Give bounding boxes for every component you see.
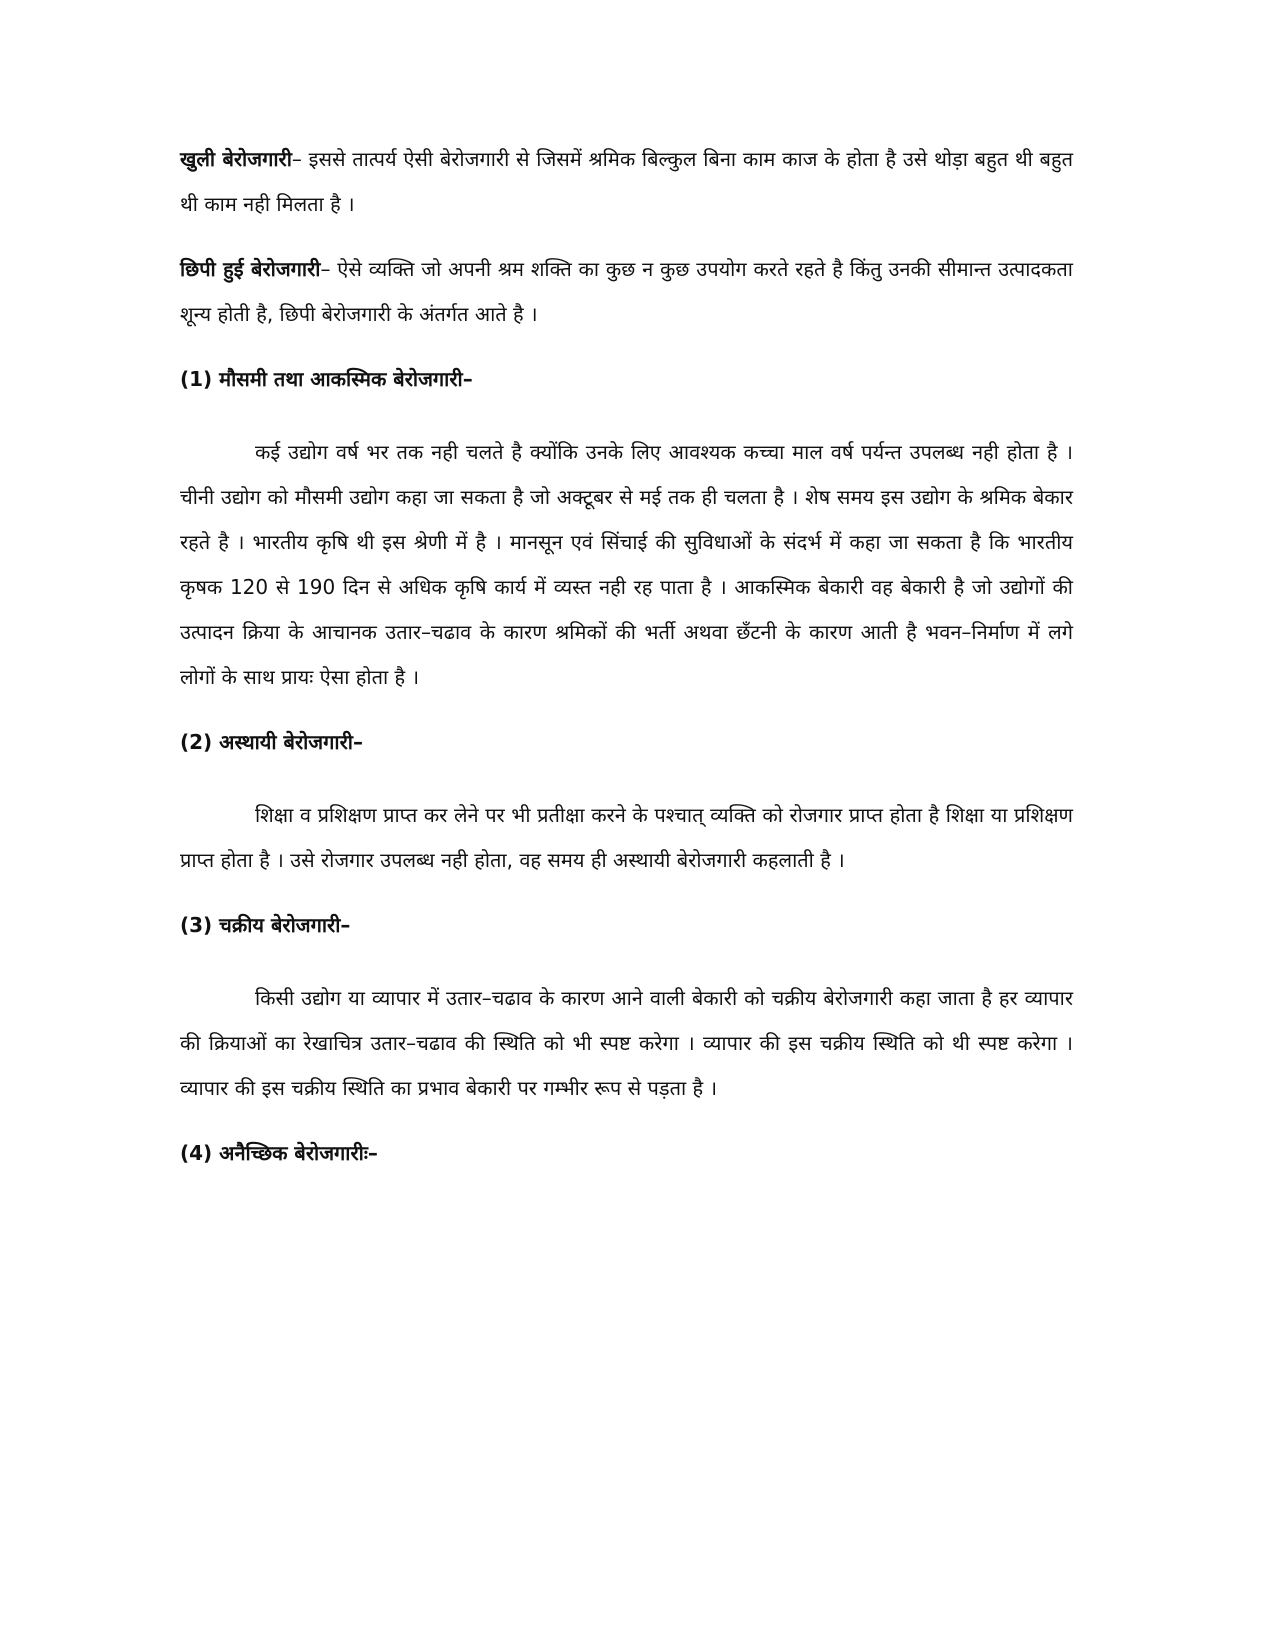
open-unemployment-text: – इससे तात्पर्य ऐसी बेरोजगारी से जिसमें श्रमिक बिल्कुल बिना काम काज के होता है उसे थोड़ा बहुत थी बहुत थी काम नही मिलता है । — [180, 147, 1073, 216]
temporary-unemployment-heading: (2) अस्थायी बेरोजगारी– — [180, 730, 363, 754]
hidden-unemployment-paragraph — [180, 247, 1073, 337]
open-unemployment-term: खुली बेरोजगारी — [180, 147, 292, 171]
temporary-unemployment-text: शिक्षा व प्रशिक्षण प्राप्त कर लेने पर भी प्रतीक्षा करने के पश्चात् व्यक्ति को रोजगार प्राप्त होता है शिक्षा या प्रशिक्षण प्राप्त होता है । उसे रोजगार उपलब्ध नही होता, वह समय ही अस्थायी बेरोजगारी कहलाती है । — [180, 803, 1073, 872]
involuntary-unemployment-heading: (4) अनैच्छिक बेरोजगारीः– — [180, 1141, 378, 1165]
document-page — [180, 137, 1073, 1204]
cyclical-unemployment-heading: (3) चक्रीय बेरोजगारी– — [180, 913, 351, 937]
hidden-unemployment-term: छिपी हुई बेरोजगारी — [180, 257, 321, 281]
hidden-unemployment-text: – ऐसे व्यक्ति जो अपनी श्रम शक्ति का कुछ न कुछ उपयोग करते रहते है किंतु उनकी सीमान्त उत्पादकता शून्य होती है, छिपी बेरोजगारी के अंतर्गत आते है । — [180, 257, 1073, 326]
open-unemployment-paragraph — [180, 137, 1073, 227]
seasonal-unemployment-text: कई उद्योग वर्ष भर तक नही चलते है क्योंकि उनके लिए आवश्यक कच्चा माल वर्ष पर्यन्त उपलब्ध नही होता है । चीनी उद्योग को मौसमी उद्योग कहा जा सकता है जो अक्टूबर से मई तक ही चलता है । शेष समय इस उद्योग के श्रमिक बेकार रहते है । भारतीय कृषि थी इस श्रेणी में है । मानसून एवं सिंचाई की सुविधाओं के संदर्भ में कहा जा सकता है कि भारतीय कृषक 120 से 190 दिन से अधिक कृषि कार्य में व्यस्त नही रह पाता है । आकस्मिक बेकारी वह बेकारी है जो उद्योगों की उत्पादन क्रिया के आचानक उतार–चढाव के कारण श्रमिकों की भर्ती अथवा छँटनी के कारण आती है भवन–निर्माण में लगे लोगों के साथ प्रायः ऐसा होता है । — [180, 440, 1073, 689]
cyclical-unemployment-text: किसी उद्योग या व्यापार में उतार–चढाव के कारण आने वाली बेकारी को चक्रीय बेरोजगारी कहा जाता है हर व्यापार की क्रियाओं का रेखाचित्र उतार–चढाव की स्थिति को भी स्पष्ट करेगा । व्यापार की इस चक्रीय स्थिति को थी स्पष्ट करेगा । व्यापार की इस चक्रीय स्थिति का प्रभाव बेकारी पर गम्भीर रूप से पड़ता है । — [180, 986, 1073, 1100]
seasonal-unemployment-heading: (1) मौसमी तथा आकस्मिक बेरोजगारी– — [180, 367, 473, 391]
